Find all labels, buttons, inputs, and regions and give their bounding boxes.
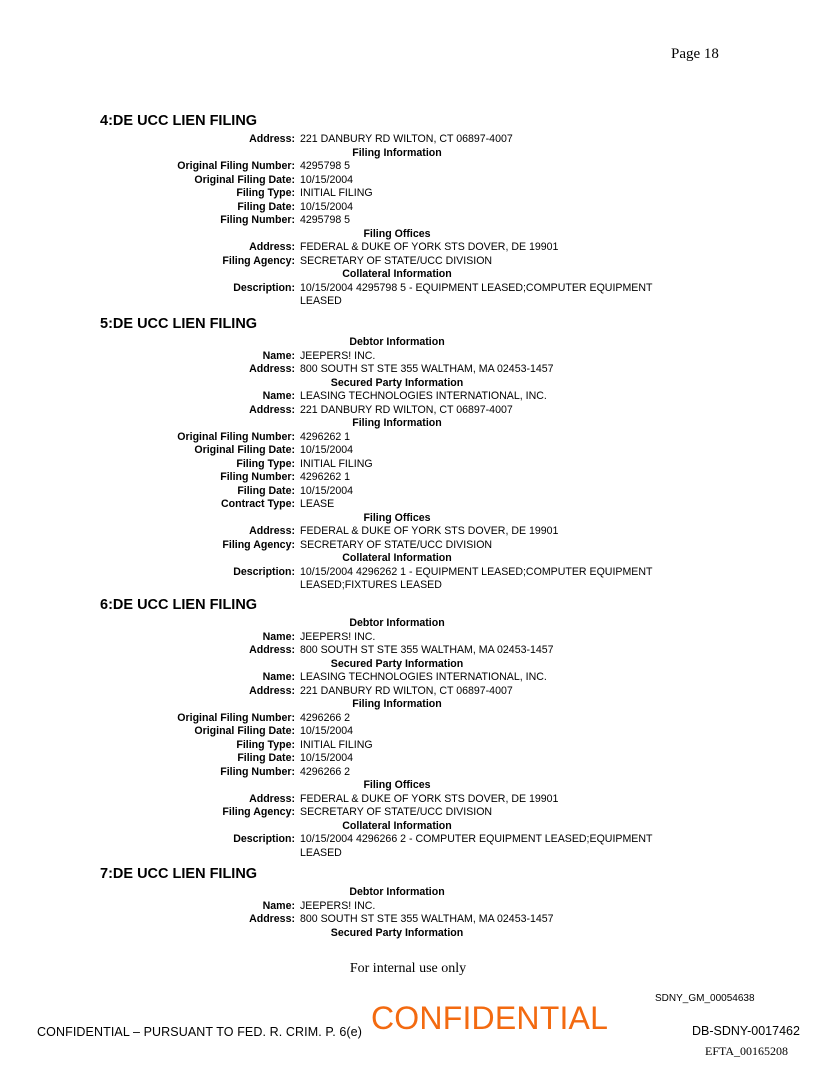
subsection-heading: Secured Party Information [330, 926, 464, 939]
field-label: Contract Type: [221, 498, 295, 510]
field-value: 10/15/2004 [300, 752, 354, 764]
field-label: Address: [249, 525, 295, 537]
field-value: 800 SOUTH ST STE 355 WALTHAM, MA 02453-1457 [300, 644, 554, 656]
field-value: SECRETARY OF STATE/UCC DIVISION [300, 254, 493, 267]
field-label: Filing Agency: [222, 806, 295, 818]
subsection-heading: Debtor Information [349, 336, 445, 348]
bates-number-primary: SDNY_GM_00054638 [655, 993, 755, 1004]
field-label: Filing Number: [220, 765, 295, 778]
field-label: Name: [262, 671, 295, 683]
field-label: Description: [233, 833, 295, 845]
field-value: JEEPERS! INC. [300, 630, 376, 643]
section-title: 4:DE UCC LIEN FILING [100, 113, 258, 129]
field-value: JEEPERS! INC. [300, 899, 376, 912]
field-row [0, 255, 816, 268]
field-row [0, 187, 816, 200]
field-value: 4296262 1 [300, 471, 351, 483]
field-row [0, 133, 816, 146]
field-value: 800 SOUTH ST STE 355 WALTHAM, MA 02453-1457 [300, 363, 554, 375]
field-row [0, 631, 816, 644]
field-row [0, 525, 816, 538]
field-label: Filing Number: [220, 471, 295, 483]
field-row [0, 350, 816, 363]
field-label: Address: [249, 363, 295, 375]
field-value: 10/15/2004 4296262 1 - EQUIPMENT LEASED;COMPUTER EQUIPMENT [300, 565, 653, 578]
field-label: Filing Date: [237, 200, 295, 213]
field-row [0, 444, 816, 457]
field-value: LEASED;FIXTURES LEASED [300, 579, 442, 591]
field-label: Name: [262, 349, 295, 362]
subsection-heading: Collateral Information [342, 268, 452, 280]
field-row [0, 913, 816, 926]
field-value: 221 DANBURY RD WILTON, CT 06897-4007 [300, 133, 513, 145]
subsection-heading: Debtor Information [349, 886, 445, 898]
field-row [0, 282, 816, 295]
field-row [0, 806, 816, 819]
field-row [0, 363, 816, 376]
field-row [0, 390, 816, 403]
subsection-heading: Filing Information [352, 146, 442, 159]
field-value: 4296262 1 [300, 430, 351, 443]
field-row [0, 485, 816, 498]
field-value: 10/15/2004 4295798 5 - EQUIPMENT LEASED;COMPUTER EQUIPMENT [300, 281, 653, 294]
field-label: Filing Number: [220, 214, 295, 226]
field-value: FEDERAL & DUKE OF YORK STS DOVER, DE 19901 [300, 525, 559, 537]
subsection-heading: Debtor Information [349, 617, 445, 629]
field-row [0, 766, 816, 779]
field-continuation [0, 579, 816, 592]
field-value: INITIAL FILING [300, 457, 373, 470]
field-label: Original Filing Date: [194, 173, 295, 186]
field-row [0, 160, 816, 173]
field-row [0, 498, 816, 511]
field-label: Original Filing Date: [194, 444, 295, 456]
field-row [0, 174, 816, 187]
field-value: 4295798 5 [300, 160, 351, 172]
field-label: Filing Agency: [222, 538, 295, 551]
field-value: 10/15/2004 [300, 200, 354, 213]
field-label: Original Filing Date: [194, 725, 295, 737]
subsection-heading: Secured Party Information [330, 657, 464, 670]
field-label: Original Filing Number: [177, 160, 295, 172]
field-label: Address: [249, 644, 295, 656]
field-row [0, 214, 816, 227]
field-value: 10/15/2004 [300, 444, 354, 456]
field-value: 4296266 2 [300, 765, 351, 778]
field-row [0, 739, 816, 752]
field-label: Filing Date: [237, 752, 295, 764]
field-row [0, 471, 816, 484]
subsection-heading: Secured Party Information [330, 376, 464, 389]
internal-use-note: For internal use only [349, 961, 467, 976]
subsection-heading: Filing Offices [363, 511, 431, 524]
field-label: Name: [262, 899, 295, 912]
section-title: 6:DE UCC LIEN FILING [100, 597, 258, 613]
field-label: Filing Agency: [222, 254, 295, 267]
field-label: Description: [233, 281, 295, 294]
field-row [0, 712, 816, 725]
subsection-heading: Collateral Information [342, 819, 452, 832]
field-row [0, 752, 816, 765]
field-value: SECRETARY OF STATE/UCC DIVISION [300, 806, 493, 818]
field-row [0, 539, 816, 552]
field-row [0, 458, 816, 471]
field-value: 4295798 5 [300, 214, 351, 226]
field-value: 221 DANBURY RD WILTON, CT 06897-4007 [300, 684, 513, 697]
field-label: Address: [249, 792, 295, 805]
section-title: 5:DE UCC LIEN FILING [100, 316, 258, 332]
field-value: JEEPERS! INC. [300, 349, 376, 362]
field-value: INITIAL FILING [300, 187, 373, 199]
field-label: Address: [249, 133, 295, 145]
field-row [0, 671, 816, 684]
field-continuation [0, 295, 816, 308]
subsection-heading: Collateral Information [342, 552, 452, 564]
subsection-heading: Filing Offices [363, 227, 431, 240]
efta-id: EFTA_00165208 [705, 1044, 789, 1058]
field-row [0, 404, 816, 417]
field-row [0, 900, 816, 913]
field-label: Address: [249, 684, 295, 697]
bates-number-secondary: DB-SDNY-0017462 [692, 1024, 800, 1038]
field-row [0, 201, 816, 214]
field-value: 4296266 2 [300, 711, 351, 724]
field-continuation [0, 847, 816, 860]
field-value: 10/15/2004 [300, 173, 354, 186]
field-value: LEASED [300, 846, 342, 859]
field-row [0, 725, 816, 738]
page-number: Page 18 [671, 46, 719, 62]
field-value: LEASING TECHNOLOGIES INTERNATIONAL, INC. [300, 671, 547, 683]
field-value: 221 DANBURY RD WILTON, CT 06897-4007 [300, 403, 513, 416]
field-value: LEASED [300, 295, 342, 307]
field-value: INITIAL FILING [300, 738, 373, 751]
confidential-notice: CONFIDENTIAL – PURSUANT TO FED. R. CRIM. P. 6(e) [37, 1025, 362, 1039]
field-value: FEDERAL & DUKE OF YORK STS DOVER, DE 19901 [300, 792, 559, 805]
confidential-stamp: CONFIDENTIAL [371, 1000, 609, 1036]
field-label: Address: [249, 913, 295, 925]
field-value: FEDERAL & DUKE OF YORK STS DOVER, DE 19901 [300, 241, 559, 253]
field-value: LEASING TECHNOLOGIES INTERNATIONAL, INC. [300, 390, 547, 402]
field-row [0, 685, 816, 698]
field-label: Filing Type: [236, 457, 295, 470]
field-label: Name: [262, 630, 295, 643]
field-row [0, 566, 816, 579]
field-label: Filing Date: [237, 484, 295, 497]
field-label: Filing Type: [236, 738, 295, 751]
field-row [0, 241, 816, 254]
field-row [0, 793, 816, 806]
field-value: 800 SOUTH ST STE 355 WALTHAM, MA 02453-1457 [300, 913, 554, 925]
subsection-heading: Filing Information [352, 698, 442, 710]
field-value: 10/15/2004 [300, 484, 354, 497]
field-label: Filing Type: [236, 187, 295, 199]
field-row [0, 644, 816, 657]
field-value: LEASE [300, 498, 335, 510]
subsection-heading: Filing Offices [363, 779, 431, 791]
field-label: Address: [249, 241, 295, 253]
field-value: SECRETARY OF STATE/UCC DIVISION [300, 538, 493, 551]
section-title: 7:DE UCC LIEN FILING [100, 866, 258, 882]
field-label: Original Filing Number: [177, 711, 295, 724]
field-value: 10/15/2004 [300, 725, 354, 737]
field-row [0, 431, 816, 444]
field-label: Description: [233, 565, 295, 578]
field-label: Address: [249, 403, 295, 416]
field-row [0, 833, 816, 846]
subsection-heading: Filing Information [352, 417, 442, 429]
field-value: 10/15/2004 4296266 2 - COMPUTER EQUIPMENT LEASED;EQUIPMENT [300, 833, 653, 845]
field-label: Original Filing Number: [177, 430, 295, 443]
field-label: Name: [262, 390, 295, 402]
